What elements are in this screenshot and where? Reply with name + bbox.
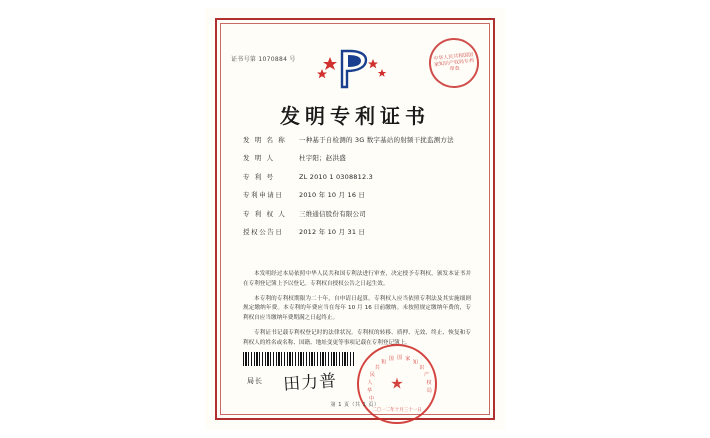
star-icon: ★	[390, 374, 404, 393]
field-value: 杜宇阳；赵洪盛	[299, 154, 346, 163]
field-value: ZL 2010 1 0308812.3	[299, 172, 373, 181]
certificate-body	[243, 270, 471, 353]
certificate-number: 证书号第 1070884 号	[231, 56, 296, 63]
national-seal-date: 二〇一二年十月三十一日	[372, 408, 422, 413]
field-row	[243, 210, 471, 218]
field-row	[243, 154, 471, 162]
field-value: 一种基于自检测的 3G 数字基站的射频干扰监测方法	[299, 136, 454, 144]
field-row	[243, 173, 471, 181]
national-seal-icon	[357, 344, 437, 424]
director-label: 局长	[247, 377, 263, 385]
national-seal-ring-text: 中 华 人 民 共 和 国 国 家 知 识 产 权 局	[367, 355, 432, 403]
body-paragraph: 本发明经过本局依照中华人民共和国专利法进行审查，决定授予专利权，颁发本证书并在专利登记簿上予以登记。专利权自授权公告之日起生效。	[243, 271, 471, 287]
corner-ornament-top-right	[481, 18, 495, 32]
field-label: 专 利 号	[243, 172, 275, 181]
field-label: 专 利 权 人	[243, 209, 287, 218]
field-row	[243, 191, 471, 199]
director-signature: 田力普	[282, 371, 338, 395]
body-paragraph: 本专利的专利权期限为二十年，自申请日起算。专利权人应当依照专利法及其实施细则规定缴纳年费。本专利的年费应当在每年 10 月 16 日前缴纳。未按照规定缴纳年费的，专利权自应当缴纳年费期满之日起终止。	[243, 295, 471, 322]
corner-ornament-bottom-right	[481, 406, 495, 420]
field-label: 授权公告日	[243, 228, 284, 237]
field-row	[243, 228, 471, 236]
certificate-fields	[243, 136, 471, 247]
field-value: 2010 年 10 月 16 日	[299, 191, 366, 200]
corner-ornament-top-left	[215, 18, 229, 32]
field-value: 2012 年 10 月 31 日	[299, 228, 366, 237]
corner-ornament-bottom-left	[215, 406, 229, 420]
body-paragraph: 专利证书记载专利权登记时的法律状况。专利权的转移、质押、无效、终止、恢复和专利权人的姓名或名称、国籍、地址变更等事项记载在专利登记簿上。	[243, 329, 471, 346]
barcode	[243, 352, 355, 366]
field-value: 三维通信股份有限公司	[299, 209, 366, 218]
field-label: 专利申请日	[243, 191, 284, 200]
page-footer: 第 1 页（共 1 页）	[330, 402, 380, 408]
sipo-logo-icon	[205, 44, 505, 92]
field-label: 发 明 人	[243, 154, 275, 163]
field-row	[243, 136, 471, 144]
page-title: 发明专利证书	[280, 104, 430, 128]
field-label: 发 明 名 称	[243, 136, 287, 144]
patent-certificate	[205, 8, 505, 430]
office-stamp-text: 中华人民共和国国家知识产权局专利审查	[433, 51, 475, 73]
